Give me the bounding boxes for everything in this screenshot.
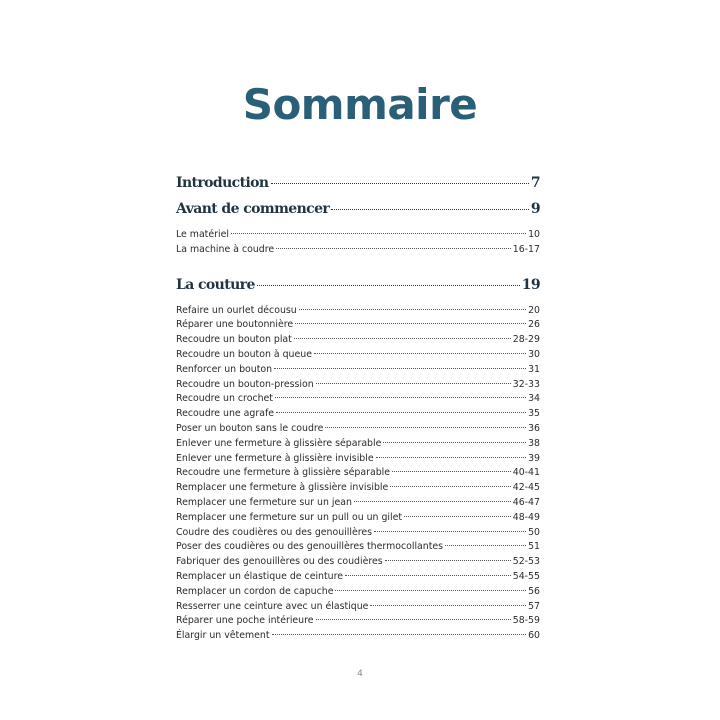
toc-item-page: 60 — [528, 630, 540, 642]
toc-item[interactable] — [176, 378, 540, 393]
leader-dots — [335, 590, 526, 591]
toc-entry-label: Avant de commencer — [176, 201, 330, 217]
toc-entry-page: 19 — [521, 276, 540, 293]
toc-item[interactable] — [176, 437, 540, 452]
leader-dots — [390, 486, 510, 487]
toc-item[interactable] — [176, 614, 540, 629]
toc-item-label: Réparer une boutonnière — [176, 319, 294, 331]
toc-item-label: Élargir un vêtement — [176, 630, 270, 642]
toc-item[interactable] — [176, 481, 540, 496]
toc-item[interactable] — [176, 304, 540, 319]
toc-item-page: 52-53 — [512, 556, 540, 568]
leader-dots — [374, 531, 526, 532]
leader-dots — [272, 634, 527, 635]
toc-item[interactable] — [176, 496, 540, 511]
toc-item-label: Le matériel — [176, 229, 229, 240]
leader-dots — [276, 412, 526, 413]
toc-entry-introduction[interactable] — [176, 170, 540, 196]
toc-item[interactable] — [176, 407, 540, 422]
toc-item-page: 48-49 — [512, 511, 540, 523]
leader-dots — [316, 619, 511, 620]
leader-dots — [274, 368, 526, 369]
toc-item-page: 42-45 — [512, 482, 540, 494]
toc-item-label: Recoudre une fermeture à glissière séparable — [176, 467, 391, 479]
toc-item-page: 20 — [528, 304, 540, 316]
toc-item-page: 57 — [528, 600, 540, 612]
toc-item-label: Recoudre un bouton-pression — [176, 378, 314, 390]
toc-item-page: 38 — [528, 437, 540, 449]
toc-item-page: 35 — [528, 408, 540, 420]
toc-item[interactable] — [176, 629, 540, 644]
leader-dots — [299, 309, 526, 310]
toc-item-page: 56 — [528, 585, 540, 597]
toc-item-label: Fabriquer des genouillères ou des coudières — [176, 556, 383, 568]
toc-entry-page: 9 — [530, 201, 540, 217]
toc-item[interactable] — [176, 228, 540, 243]
toc-item-label: Poser des coudières ou des genouillères thermocollantes — [176, 541, 444, 553]
leader-dots — [376, 457, 526, 458]
toc-item-label: Enlever une fermeture à glissière séparable — [176, 437, 382, 449]
toc-item-label: Refaire un ourlet décousu — [176, 304, 297, 316]
leader-dots — [354, 501, 511, 502]
toc-item-label: La machine à coudre — [176, 243, 275, 255]
toc-item[interactable] — [176, 555, 540, 570]
toc-item-page: 51 — [528, 541, 540, 553]
leader-dots — [275, 397, 526, 398]
table-of-contents — [176, 170, 540, 644]
toc-item[interactable] — [176, 600, 540, 615]
toc-item[interactable] — [176, 570, 540, 585]
toc-item[interactable] — [176, 333, 540, 348]
toc-item[interactable] — [176, 540, 540, 555]
toc-item-page: 28-29 — [512, 334, 540, 346]
toc-item-label: Enlever une fermeture à glissière invisible — [176, 452, 374, 464]
toc-item-label: Renforcer un bouton — [176, 363, 273, 375]
toc-item[interactable] — [176, 363, 540, 378]
toc-item-label: Remplacer une fermeture sur un jean — [176, 496, 352, 508]
leader-dots — [392, 471, 511, 472]
toc-item[interactable] — [176, 452, 540, 467]
leader-dots — [331, 209, 529, 210]
la-couture-list — [176, 304, 540, 644]
toc-item-label: Remplacer une fermeture sur un pull ou un gilet — [176, 511, 403, 523]
toc-item-page: 16-17 — [512, 243, 540, 255]
leader-dots — [231, 233, 526, 234]
page-number: 4 — [357, 669, 363, 679]
toc-item[interactable] — [176, 526, 540, 541]
toc-item-page: 31 — [528, 363, 540, 375]
leader-dots — [294, 338, 511, 339]
toc-item-label: Poser un bouton sans le coudre — [176, 422, 324, 434]
toc-item-page: 34 — [528, 393, 540, 405]
toc-item-label: Recoudre un crochet — [176, 393, 273, 405]
toc-item-page: 54-55 — [512, 570, 540, 582]
toc-entry-page: 7 — [530, 175, 540, 191]
leader-dots — [271, 183, 529, 184]
leader-dots — [257, 285, 520, 286]
leader-dots — [345, 575, 511, 576]
toc-item-label: Recoudre un bouton à queue — [176, 348, 312, 360]
toc-item-label: Remplacer un cordon de capuche — [176, 585, 334, 597]
toc-item[interactable] — [176, 511, 540, 526]
toc-item-page: 40-41 — [512, 467, 540, 479]
page-title: Sommaire — [242, 80, 478, 129]
toc-entry-label: Introduction — [176, 175, 269, 191]
toc-item[interactable] — [176, 422, 540, 437]
toc-entry-la-couture[interactable] — [176, 272, 540, 298]
leader-dots — [404, 516, 511, 517]
toc-item-page: 36 — [528, 422, 540, 434]
toc-item-label: Remplacer une fermeture à glissière invisible — [176, 482, 389, 494]
toc-item-page: 50 — [528, 526, 540, 538]
toc-item-label: Recoudre un bouton plat — [176, 334, 292, 346]
avant-de-commencer-list — [176, 228, 540, 258]
toc-item[interactable] — [176, 318, 540, 333]
toc-item[interactable] — [176, 243, 540, 258]
leader-dots — [276, 248, 511, 249]
toc-item[interactable] — [176, 585, 540, 600]
toc-item[interactable] — [176, 392, 540, 407]
toc-item-label: Remplacer un élastique de ceinture — [176, 570, 344, 582]
leader-dots — [385, 560, 511, 561]
leader-dots — [295, 323, 526, 324]
leader-dots — [383, 442, 526, 443]
toc-item-page: 58-59 — [512, 615, 540, 627]
toc-item-page: 39 — [528, 452, 540, 464]
toc-item-page: 46-47 — [512, 496, 540, 508]
toc-item-page: 30 — [528, 348, 540, 360]
toc-item[interactable] — [176, 348, 540, 363]
toc-item-label: Resserrer une ceinture avec un élastique — [176, 600, 369, 612]
leader-dots — [370, 605, 526, 606]
toc-item[interactable] — [176, 466, 540, 481]
leader-dots — [316, 383, 511, 384]
toc-item-page: 32-33 — [512, 378, 540, 390]
toc-item-label: Réparer une poche intérieure — [176, 615, 314, 627]
toc-entry-label: La couture — [176, 276, 255, 293]
toc-entry-avant-de-commencer[interactable] — [176, 196, 540, 222]
toc-item-label: Coudre des coudières ou des genouillères — [176, 526, 373, 538]
leader-dots — [325, 427, 526, 428]
toc-item-page: 10 — [528, 229, 540, 240]
leader-dots — [445, 545, 526, 546]
leader-dots — [314, 353, 526, 354]
toc-item-page: 26 — [528, 319, 540, 331]
toc-item-label: Recoudre une agrafe — [176, 408, 275, 420]
